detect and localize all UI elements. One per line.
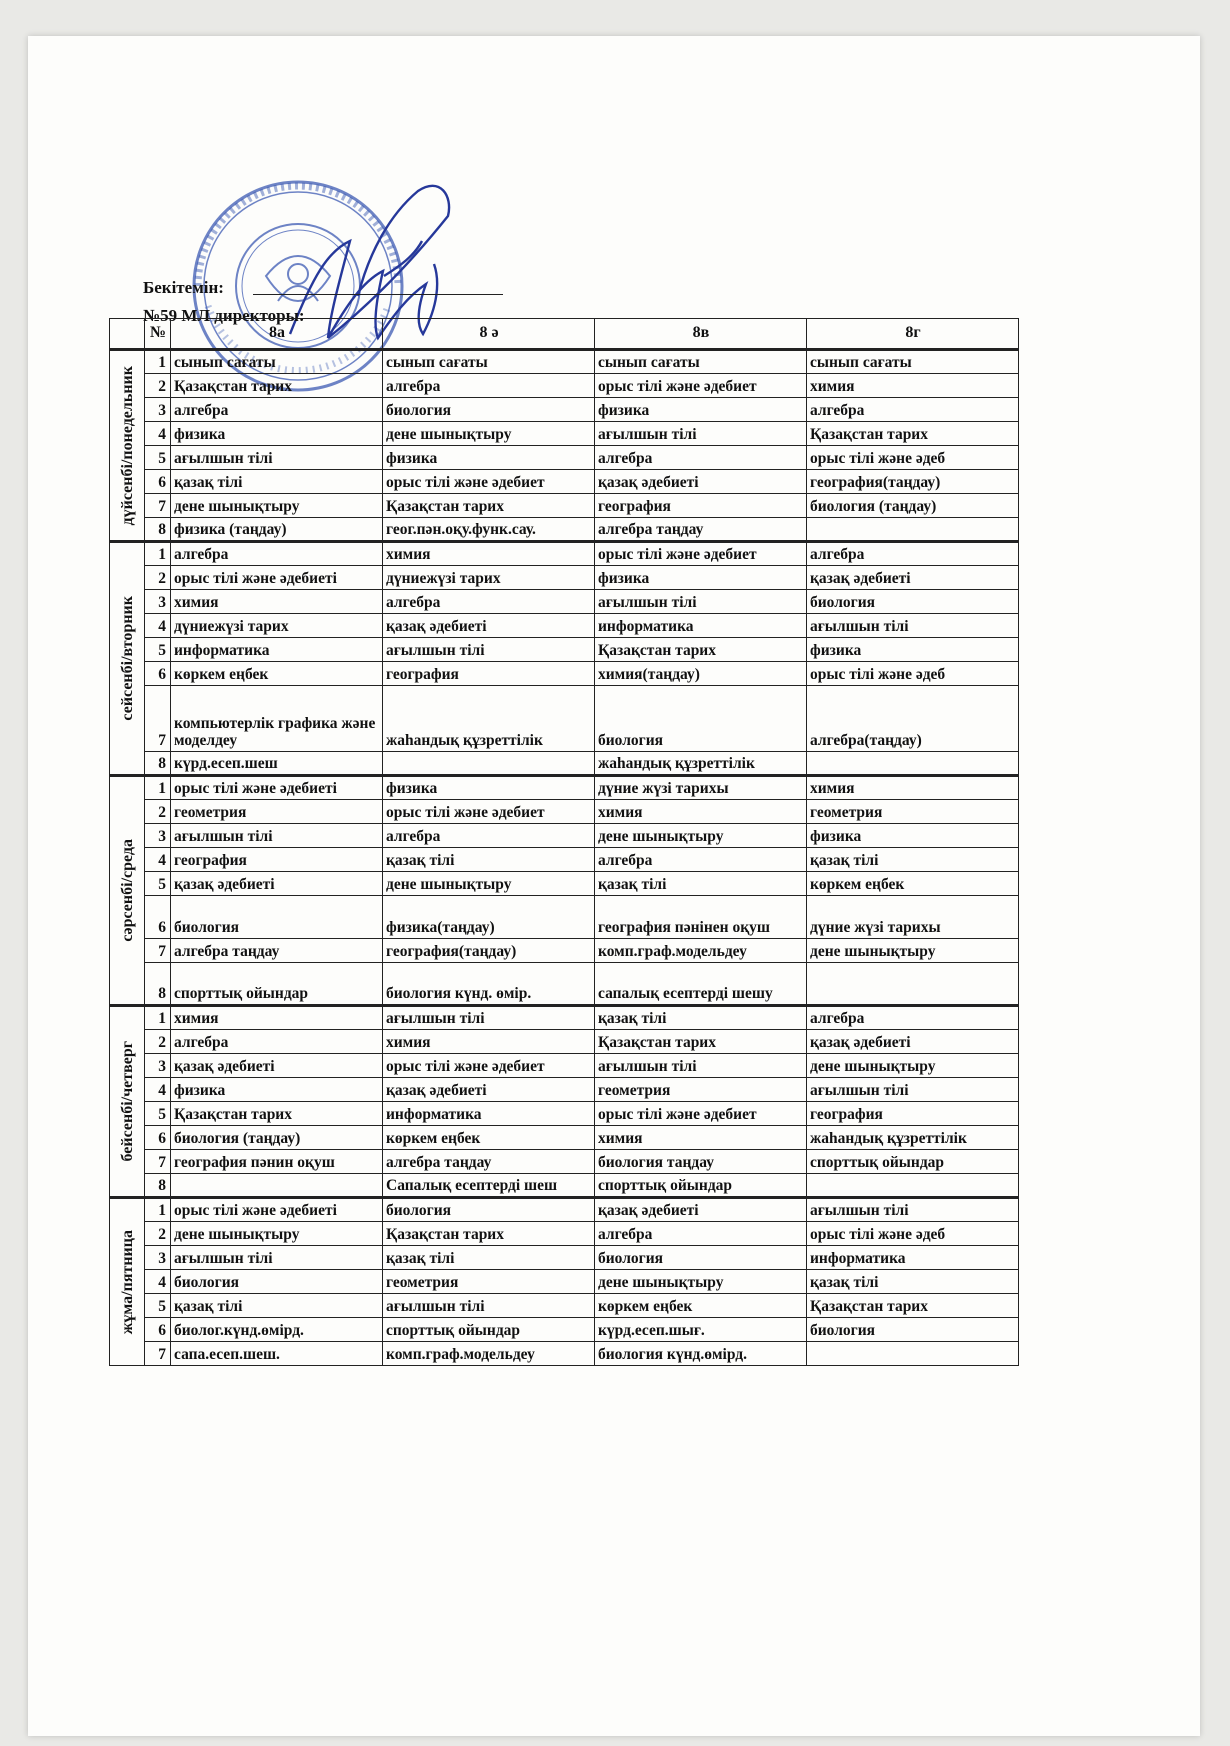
subject-cell: сапа.есеп.шеш. — [171, 1342, 383, 1366]
column-header: 8г — [807, 319, 1019, 350]
subject-cell: алгебра — [807, 398, 1019, 422]
lesson-row — [110, 614, 1019, 638]
lesson-number: 2 — [145, 800, 171, 824]
corner-cell — [110, 319, 145, 350]
subject-cell — [807, 752, 1019, 776]
subject-cell: дене шынықтыру — [171, 1222, 383, 1246]
subject-cell: Қазақстан тарих — [595, 1030, 807, 1054]
lesson-row — [110, 566, 1019, 590]
lesson-number: 6 — [145, 1318, 171, 1342]
lesson-number: 5 — [145, 446, 171, 470]
subject-cell: ағылшын тілі — [383, 1006, 595, 1030]
subject-cell: қазақ тілі — [171, 1294, 383, 1318]
day-label: сейсенбі/вторник — [118, 596, 136, 721]
subject-cell — [807, 1342, 1019, 1366]
subject-cell — [807, 1174, 1019, 1198]
subject-cell: биология таңдау — [595, 1150, 807, 1174]
subject-cell: химия — [595, 800, 807, 824]
subject-cell: қазақ әдебиеті — [383, 1078, 595, 1102]
subject-cell: химия — [595, 1126, 807, 1150]
subject-cell: физика — [171, 1078, 383, 1102]
subject-cell: дене шынықтыру — [595, 1270, 807, 1294]
subject-cell: сынып сағаты — [383, 350, 595, 374]
subject-cell: физика — [383, 446, 595, 470]
subject-cell: Қазақстан тарих — [807, 422, 1019, 446]
lesson-row — [110, 1318, 1019, 1342]
subject-cell: алгебра — [595, 446, 807, 470]
day-label: жұма/пятница — [118, 1229, 136, 1335]
lesson-row — [110, 494, 1019, 518]
lesson-row — [110, 662, 1019, 686]
lesson-row — [110, 1078, 1019, 1102]
lesson-number: 7 — [145, 686, 171, 752]
subject-cell: сынып сағаты — [807, 350, 1019, 374]
subject-cell: химия — [383, 1030, 595, 1054]
subject-cell: ағылшын тілі — [807, 1198, 1019, 1222]
subject-cell: қазақ тілі — [171, 470, 383, 494]
subject-cell: қазақ тілі — [807, 848, 1019, 872]
subject-cell: орыс тілі және әдеб — [807, 662, 1019, 686]
subject-cell: дүние жүзі тарихы — [807, 896, 1019, 939]
subject-cell — [807, 963, 1019, 1006]
day-label-cell — [110, 776, 145, 1006]
subject-cell: дене шынықтыру — [383, 872, 595, 896]
subject-cell: география(таңдау) — [383, 939, 595, 963]
lesson-row — [110, 518, 1019, 542]
subject-cell: сапалық есептерді шешу — [595, 963, 807, 1006]
subject-cell: алгебра таңдау — [171, 939, 383, 963]
lesson-number: 7 — [145, 494, 171, 518]
subject-cell: география — [383, 662, 595, 686]
subject-cell: физика — [595, 398, 807, 422]
lesson-number: 5 — [145, 1294, 171, 1318]
subject-cell: дене шынықтыру — [595, 824, 807, 848]
subject-cell: алгебра таңдау — [383, 1150, 595, 1174]
subject-cell: биология күнд.өмірд. — [595, 1342, 807, 1366]
subject-cell: қазақ әдебиеті — [807, 1030, 1019, 1054]
subject-cell: күрд.есеп.шеш — [171, 752, 383, 776]
lesson-row — [110, 963, 1019, 1006]
subject-cell: геометрия — [171, 800, 383, 824]
subject-cell: физика — [595, 566, 807, 590]
lesson-number: 4 — [145, 1270, 171, 1294]
subject-cell: ағылшын тілі — [807, 1078, 1019, 1102]
subject-cell: геометрия — [383, 1270, 595, 1294]
header-row — [110, 319, 1019, 350]
lesson-row — [110, 1222, 1019, 1246]
lesson-row — [110, 1294, 1019, 1318]
lesson-row — [110, 824, 1019, 848]
lesson-number: 4 — [145, 422, 171, 446]
subject-cell: орыс тілі және әдебиет — [595, 1102, 807, 1126]
subject-cell: сынып сағаты — [595, 350, 807, 374]
day-label: бейсенбі/четверг — [118, 1041, 136, 1162]
lesson-row — [110, 374, 1019, 398]
day-label-cell — [110, 1006, 145, 1198]
subject-cell: Қазақстан тарих — [171, 1102, 383, 1126]
lesson-row — [110, 1246, 1019, 1270]
subject-cell: орыс тілі және әдебиет — [383, 800, 595, 824]
lesson-number: 6 — [145, 662, 171, 686]
subject-cell: биология — [383, 1198, 595, 1222]
lesson-number: 4 — [145, 614, 171, 638]
subject-cell: биология (таңдау) — [171, 1126, 383, 1150]
subject-cell: алгебра — [383, 374, 595, 398]
subject-cell: қазақ тілі — [383, 1246, 595, 1270]
lesson-number: 8 — [145, 963, 171, 1006]
subject-cell: биология — [171, 1270, 383, 1294]
subject-cell: химия(таңдау) — [595, 662, 807, 686]
lesson-number: 7 — [145, 1342, 171, 1366]
subject-cell: қазақ әдебиеті — [171, 1054, 383, 1078]
lesson-number: 7 — [145, 1150, 171, 1174]
lesson-row — [110, 446, 1019, 470]
subject-cell: орыс тілі және әдебиеті — [171, 566, 383, 590]
subject-cell: орыс тілі және әдебиет — [383, 470, 595, 494]
subject-cell: спорттық ойындар — [595, 1174, 807, 1198]
subject-cell: химия — [807, 374, 1019, 398]
subject-cell: көркем еңбек — [383, 1126, 595, 1150]
schedule-table — [109, 318, 1019, 1366]
lesson-row — [110, 1150, 1019, 1174]
lesson-number: 3 — [145, 824, 171, 848]
subject-cell: сынып сағаты — [171, 350, 383, 374]
subject-cell: химия — [383, 542, 595, 566]
lesson-number: 1 — [145, 542, 171, 566]
subject-cell: қазақ әдебиеті — [595, 470, 807, 494]
lesson-number: 1 — [145, 1006, 171, 1030]
subject-cell: қазақ тілі — [807, 1270, 1019, 1294]
subject-cell: дене шынықтыру — [807, 939, 1019, 963]
lesson-row — [110, 470, 1019, 494]
day-label: сәрсенбі/среда — [118, 839, 136, 942]
subject-cell: дене шынықтыру — [807, 1054, 1019, 1078]
subject-cell: спорттық ойындар — [171, 963, 383, 1006]
lesson-row — [110, 1174, 1019, 1198]
director-label: №59 МЛ директоры: — [143, 306, 305, 325]
lesson-number: 8 — [145, 1174, 171, 1198]
lesson-number: 5 — [145, 872, 171, 896]
subject-cell: комп.граф.модельдеу — [383, 1342, 595, 1366]
subject-cell: биология — [595, 686, 807, 752]
subject-cell: алгебра — [171, 398, 383, 422]
subject-cell: қазақ тілі — [595, 872, 807, 896]
subject-cell — [171, 1174, 383, 1198]
lesson-number: 1 — [145, 350, 171, 374]
lesson-number: 8 — [145, 518, 171, 542]
subject-cell: көркем еңбек — [171, 662, 383, 686]
subject-cell: қазақ әдебиеті — [383, 614, 595, 638]
subject-cell: география — [171, 848, 383, 872]
subject-cell: қазақ әдебиеті — [595, 1198, 807, 1222]
subject-cell: орыс тілі және әдебиеті — [171, 1198, 383, 1222]
subject-cell: информатика — [383, 1102, 595, 1126]
subject-cell: қазақ тілі — [595, 1006, 807, 1030]
subject-cell: қазақ әдебиеті — [171, 872, 383, 896]
subject-cell: химия — [807, 776, 1019, 800]
subject-cell: ағылшын тілі — [595, 422, 807, 446]
lesson-row — [110, 848, 1019, 872]
subject-cell: ағылшын тілі — [595, 1054, 807, 1078]
subject-cell: спорттық ойындар — [807, 1150, 1019, 1174]
lesson-row — [110, 590, 1019, 614]
lesson-number: 7 — [145, 939, 171, 963]
subject-cell: геометрия — [807, 800, 1019, 824]
lesson-row — [110, 422, 1019, 446]
lesson-row — [110, 1270, 1019, 1294]
subject-cell: физика — [807, 638, 1019, 662]
subject-cell: алгебра — [807, 542, 1019, 566]
subject-cell: Қазақстан тарих — [383, 494, 595, 518]
subject-cell: жаһандық құзреттілік — [383, 686, 595, 752]
lesson-row — [110, 776, 1019, 800]
lesson-number: 3 — [145, 1246, 171, 1270]
lesson-row — [110, 638, 1019, 662]
subject-cell: биология — [807, 590, 1019, 614]
subject-cell — [807, 518, 1019, 542]
subject-cell: биология (таңдау) — [807, 494, 1019, 518]
subject-cell: физика(таңдау) — [383, 896, 595, 939]
subject-cell: ағылшын тілі — [171, 446, 383, 470]
lesson-row — [110, 1030, 1019, 1054]
lesson-row — [110, 872, 1019, 896]
lesson-row — [110, 686, 1019, 752]
subject-cell: алгебра — [383, 590, 595, 614]
subject-cell: дүниежүзі тарих — [383, 566, 595, 590]
subject-cell: информатика — [595, 614, 807, 638]
subject-cell: орыс тілі және әдеб — [807, 1222, 1019, 1246]
lesson-row — [110, 939, 1019, 963]
lesson-row — [110, 800, 1019, 824]
subject-cell: химия — [171, 590, 383, 614]
lesson-row — [110, 752, 1019, 776]
lesson-number: 2 — [145, 1030, 171, 1054]
subject-cell: ағылшын тілі — [383, 1294, 595, 1318]
subject-cell: информатика — [171, 638, 383, 662]
subject-cell: биология — [595, 1246, 807, 1270]
day-label: дүйсенбі/понедельник — [118, 365, 136, 526]
lesson-number: 3 — [145, 590, 171, 614]
signature-line — [253, 294, 503, 295]
column-header: 8в — [595, 319, 807, 350]
subject-cell: ағылшын тілі — [595, 590, 807, 614]
subject-cell: алгебра(таңдау) — [807, 686, 1019, 752]
lesson-number: 6 — [145, 1126, 171, 1150]
subject-cell: география пәнінен оқуш — [595, 896, 807, 939]
subject-cell: физика — [171, 422, 383, 446]
subject-cell: Қазақстан тарих — [383, 1222, 595, 1246]
subject-cell: Қазақстан тарих — [171, 374, 383, 398]
subject-cell: комп.граф.модельдеу — [595, 939, 807, 963]
lesson-row — [110, 542, 1019, 566]
subject-cell: көркем еңбек — [807, 872, 1019, 896]
subject-cell: дене шынықтыру — [171, 494, 383, 518]
lesson-row — [110, 1342, 1019, 1366]
subject-cell: дене шынықтыру — [383, 422, 595, 446]
lesson-number: 5 — [145, 638, 171, 662]
lesson-number: 8 — [145, 752, 171, 776]
column-header: 8а — [171, 319, 383, 350]
subject-cell: информатика — [807, 1246, 1019, 1270]
subject-cell: геог.пән.оқу.функ.сау. — [383, 518, 595, 542]
subject-cell: Сапалық есептерді шеш — [383, 1174, 595, 1198]
subject-cell: алгебра — [595, 1222, 807, 1246]
subject-cell: география(таңдау) — [807, 470, 1019, 494]
subject-cell: күрд.есеп.шығ. — [595, 1318, 807, 1342]
subject-cell: физика — [383, 776, 595, 800]
subject-cell: орыс тілі және әдеб — [807, 446, 1019, 470]
approval-label: Бекітемін: — [143, 278, 224, 297]
lesson-row — [110, 1102, 1019, 1126]
lesson-number: 1 — [145, 1198, 171, 1222]
subject-cell: геометрия — [595, 1078, 807, 1102]
lesson-number: 2 — [145, 1222, 171, 1246]
lesson-row — [110, 398, 1019, 422]
lesson-number: 3 — [145, 1054, 171, 1078]
column-header: № — [145, 319, 171, 350]
subject-cell: физика — [807, 824, 1019, 848]
subject-cell: алгебра — [595, 848, 807, 872]
day-label-cell — [110, 1198, 145, 1366]
subject-cell: биолог.күнд.өмірд. — [171, 1318, 383, 1342]
day-label-cell — [110, 542, 145, 776]
subject-cell: география пәнин оқуш — [171, 1150, 383, 1174]
subject-cell: биология — [807, 1318, 1019, 1342]
subject-cell: алгебра — [383, 824, 595, 848]
subject-cell: алгебра — [171, 542, 383, 566]
lesson-row — [110, 1006, 1019, 1030]
subject-cell: алгебра — [171, 1030, 383, 1054]
subject-cell: орыс тілі және әдебиеті — [171, 776, 383, 800]
lesson-row — [110, 350, 1019, 374]
lesson-row — [110, 1054, 1019, 1078]
subject-cell: компьютерлік графика және моделдеу — [171, 686, 383, 752]
subject-cell: орыс тілі және әдебиет — [595, 542, 807, 566]
subject-cell: көркем еңбек — [595, 1294, 807, 1318]
lesson-number: 5 — [145, 1102, 171, 1126]
subject-cell: ағылшын тілі — [383, 638, 595, 662]
lesson-row — [110, 896, 1019, 939]
lesson-number: 3 — [145, 398, 171, 422]
lesson-row — [110, 1126, 1019, 1150]
lesson-number: 4 — [145, 1078, 171, 1102]
subject-cell: биология күнд. өмір. — [383, 963, 595, 1006]
subject-cell: биология — [171, 896, 383, 939]
subject-cell: орыс тілі және әдебиет — [595, 374, 807, 398]
lesson-number: 4 — [145, 848, 171, 872]
subject-cell: алгебра таңдау — [595, 518, 807, 542]
lesson-number: 1 — [145, 776, 171, 800]
lesson-number: 6 — [145, 896, 171, 939]
subject-cell: орыс тілі және әдебиет — [383, 1054, 595, 1078]
subject-cell: дүниежүзі тарих — [171, 614, 383, 638]
subject-cell: география — [595, 494, 807, 518]
subject-cell: дүние жүзі тарихы — [595, 776, 807, 800]
subject-cell: алгебра — [807, 1006, 1019, 1030]
lesson-number: 2 — [145, 374, 171, 398]
subject-cell: қазақ тілі — [383, 848, 595, 872]
subject-cell: ағылшын тілі — [171, 1246, 383, 1270]
lesson-number: 2 — [145, 566, 171, 590]
day-label-cell — [110, 350, 145, 542]
lesson-row — [110, 1198, 1019, 1222]
subject-cell: Қазақстан тарих — [595, 638, 807, 662]
subject-cell: химия — [171, 1006, 383, 1030]
subject-cell: ағылшын тілі — [171, 824, 383, 848]
column-header: 8 ә — [383, 319, 595, 350]
subject-cell: спорттық ойындар — [383, 1318, 595, 1342]
subject-cell: физика (таңдау) — [171, 518, 383, 542]
subject-cell: жаһандық құзреттілік — [595, 752, 807, 776]
subject-cell: ағылшын тілі — [807, 614, 1019, 638]
subject-cell — [383, 752, 595, 776]
lesson-number: 6 — [145, 470, 171, 494]
subject-cell: Қазақстан тарих — [807, 1294, 1019, 1318]
subject-cell: жаһандық құзреттілік — [807, 1126, 1019, 1150]
subject-cell: қазақ әдебиеті — [807, 566, 1019, 590]
subject-cell: география — [807, 1102, 1019, 1126]
subject-cell: биология — [383, 398, 595, 422]
